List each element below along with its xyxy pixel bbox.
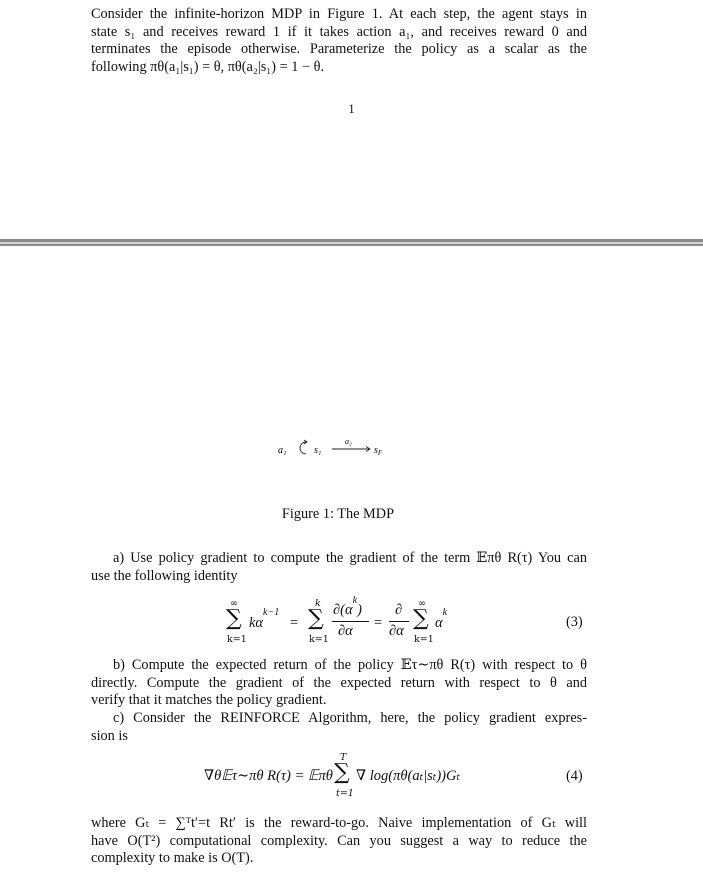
eq3-op-denominator: ∂α [389, 623, 404, 639]
sum2-upper: k [315, 598, 321, 609]
equation-4-number: (4) [566, 768, 583, 784]
state-s1-label: s₁ [314, 445, 322, 456]
eq3-frac-num-exp: k [352, 595, 358, 607]
mdp-svg [270, 432, 400, 462]
eq4-sum-lower: t=1 [336, 788, 354, 799]
equation-4 [0, 752, 703, 802]
page-separator-lower [0, 244, 703, 246]
eq3-frac-num-close: ) [357, 602, 362, 618]
sum1-sigma: ∑ [226, 606, 242, 631]
eq4-rhs: ∇ log(πθ(aₜ|sₜ))Gₜ [356, 768, 461, 784]
part-c-line-2: sion is [91, 727, 128, 744]
mdp-diagram [270, 432, 400, 466]
part-a-paragraph [91, 550, 587, 585]
part-a-line-1: a) Use policy gradient to compute the gradient of the term 𝔼πθ R(τ) You can [113, 550, 587, 566]
eq3-frac-denominator: ∂α [338, 623, 353, 639]
sum1-upper: ∞ [230, 598, 238, 609]
eq3-frac-num-base: ∂(α [333, 602, 353, 618]
part-b-line-1: b) Compute the expected return of the policy 𝔼τ∼πθ R(τ) with respect to θ [113, 657, 587, 673]
intro-paragraph [91, 6, 587, 76]
equation-3-number: (3) [566, 614, 583, 630]
part-b-paragraph [91, 657, 587, 710]
page-number: 1 [348, 101, 355, 116]
eq3-frac-bar [332, 621, 369, 622]
intro-line-3: terminates the episode otherwise. Parameterize the policy as a scalar as the [91, 41, 587, 57]
closing-line-2: have O(T²) computational complexity. Can you suggest a way to reduce the [91, 832, 587, 849]
intro-line-4: following πθ(a₁|s₁) = θ, πθ(a₂|s₁) = 1 − θ. [91, 58, 325, 75]
eq4-sigma: ∑ [334, 760, 350, 785]
eq3-op-numerator: ∂ [395, 602, 403, 618]
equation-3 [0, 595, 703, 648]
sum2-sigma: ∑ [308, 606, 324, 631]
figure-caption: Figure 1: The MDP [281, 506, 395, 522]
eq3-lhs-base: kα [249, 615, 264, 631]
closing-paragraph [91, 815, 587, 868]
eq3-lhs-exponent: k−1 [263, 607, 280, 619]
sum3-sigma: ∑ [413, 606, 429, 631]
part-c-line-1: c) Consider the REINFORCE Algorithm, here, the policy gradient expres- [113, 710, 587, 726]
terminal-state-label [374, 445, 383, 457]
eq3-equals-2: = [374, 615, 383, 631]
eq3-frac-numerator [333, 595, 362, 619]
action-a2-label: a₂ [345, 437, 352, 446]
sum2-lower: k=1 [309, 634, 329, 645]
closing-line-3: complexity to make is O(T). [91, 850, 254, 866]
eq4-sum-upper: T [340, 752, 347, 763]
eq3-rhs-term [435, 607, 448, 632]
closing-line-1: where Gₜ = ∑ᵀt′=t Rt′ is the reward-to-go. Naive implementation of Gₜ will [91, 815, 587, 831]
part-a-line-2: use the following identity [91, 567, 238, 584]
action-a1-label: a₁ [278, 445, 287, 456]
eq3-lhs-term [249, 607, 280, 632]
eq3-equals-1: = [290, 615, 299, 631]
eq3-rhs-base: α [435, 615, 443, 631]
part-b-line-3: verify that it matches the policy gradient. [91, 692, 327, 708]
eq3-rhs-exponent: k [442, 607, 448, 619]
terminal-state-subscript: F [377, 449, 383, 457]
sum3-lower: k=1 [414, 634, 434, 645]
eq4-lhs: ∇θ𝔼τ∼πθ R(τ) = 𝔼πθ [204, 768, 333, 784]
intro-line-2: state s₁ and receives reward 1 if it takes action a₁, and receives reward 0 and [91, 23, 587, 40]
part-c-paragraph [91, 710, 587, 745]
sum3-upper: ∞ [418, 598, 426, 609]
intro-line-1: Consider the infinite-horizon MDP in Figure 1. At each step, the agent stays in [91, 6, 587, 22]
part-b-line-2: directly. Compute the gradient of the expected return with respect to θ and [91, 674, 587, 691]
terminal-state-s: s [374, 445, 378, 456]
sum1-lower: k=1 [227, 634, 247, 645]
eq3-op-bar [389, 621, 409, 622]
